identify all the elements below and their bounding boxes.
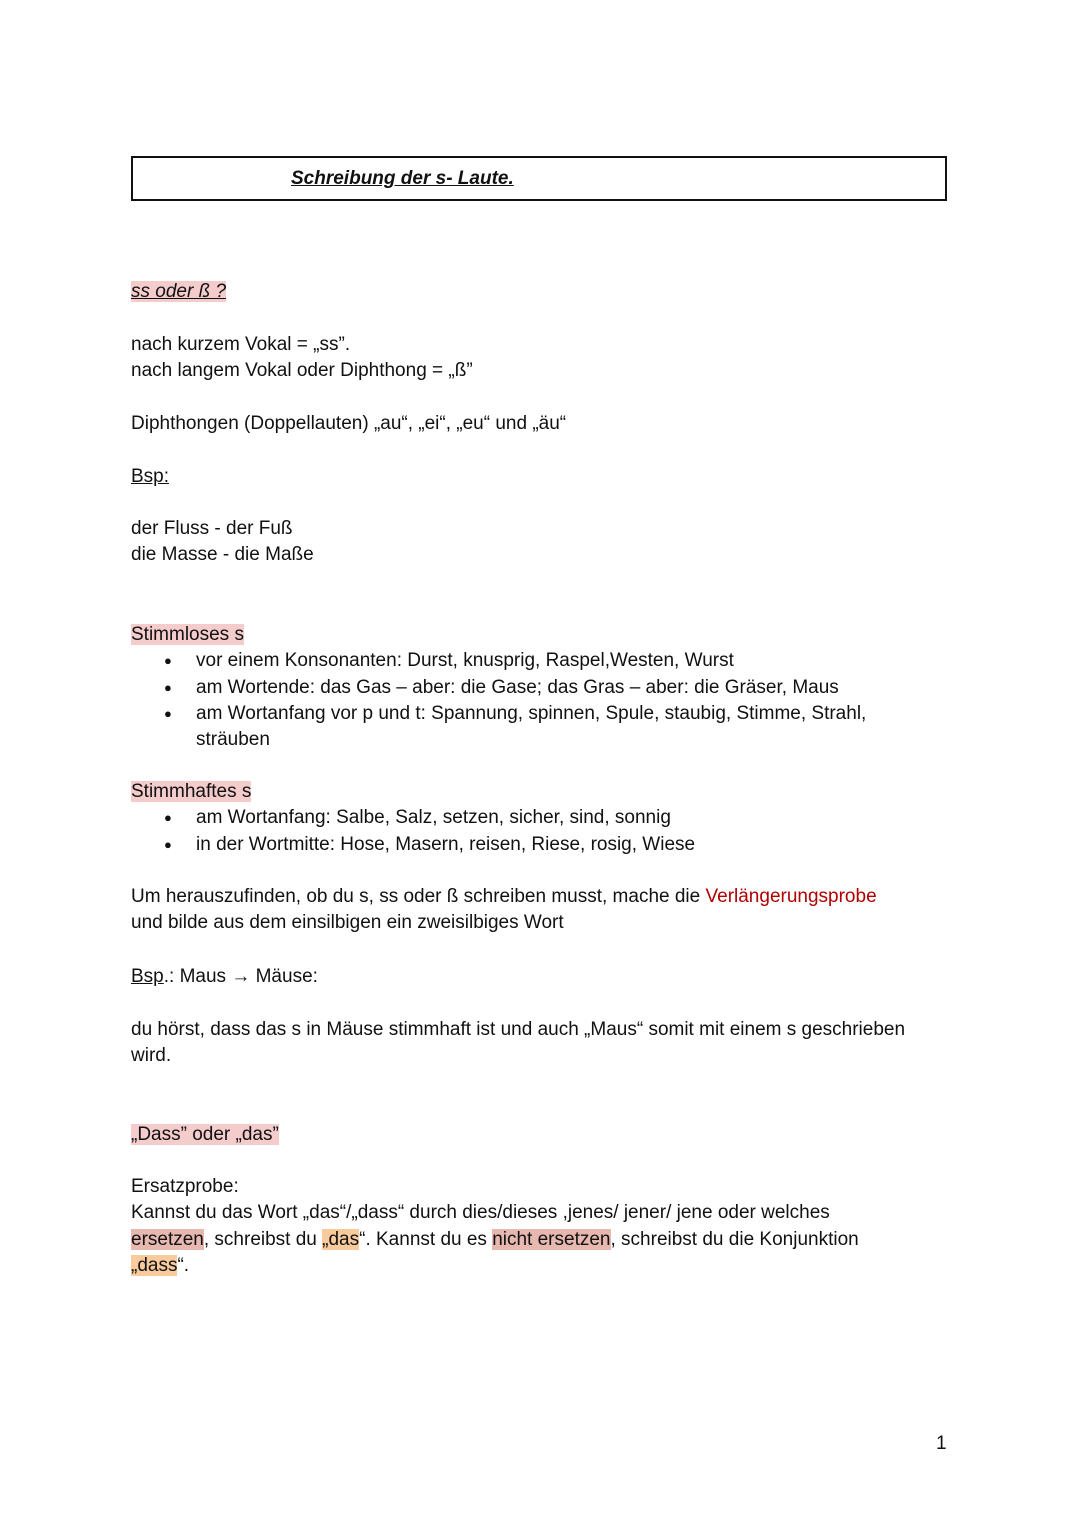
rule-long-vowel: nach langem Vokal oder Diphthong = „ß” (131, 360, 473, 382)
ersatzprobe-line (131, 1253, 859, 1279)
list-item: ● am Wortende: das Gas – aber: die Gase; das Gras – aber: die Gräser, Maus (131, 675, 866, 701)
text: , schreibst du (203, 1228, 323, 1250)
verlaengerungsprobe-term: Verlängerungsprobe (705, 886, 877, 907)
paragraph-line: und bilde aus dem einsilbigen ein zweisilbiges Wort (131, 912, 564, 934)
rule-short-vowel: nach kurzem Vokal = „ss”. (131, 334, 351, 355)
conclusion-line: wird. (131, 1045, 172, 1067)
highlight-ersetzen: ersetzen (131, 1228, 204, 1250)
ersatzprobe-label: Ersatzprobe: (131, 1176, 239, 1197)
highlight-das: „das (322, 1228, 360, 1250)
section-heading-dass-das: „Dass” oder „das” (131, 1124, 279, 1145)
list-item: ● in der Wortmitte: Hose, Masern, reisen, Riese, rosig, Wiese (131, 832, 695, 858)
conclusion-line: du hörst, dass das s in Mäuse stimmhaft ist und auch „Maus“ somit mit einem s geschrieben (131, 1019, 906, 1040)
stimmhaft-list (131, 805, 695, 858)
example-label: Bsp: (131, 466, 170, 487)
list-item: ● am Wortanfang: Salbe, Salz, setzen, sicher, sind, sonnig (131, 805, 695, 831)
stimmlos-list (131, 648, 866, 753)
ersatzprobe-line (131, 1227, 859, 1253)
list-item-continuation: sträuben (196, 729, 270, 751)
section-heading-stimmlos: Stimmloses s (131, 624, 244, 645)
document-title: Schreibung der s- Laute. (291, 168, 514, 189)
section-heading-ss-oder-sz: ss oder ß ? (131, 281, 227, 302)
example-line: die Masse - die Maße (131, 544, 314, 566)
highlight-dass: „dass (131, 1254, 178, 1276)
title-box (131, 156, 947, 201)
example-line: der Fluss - der Fuß (131, 518, 293, 539)
paragraph-line (131, 884, 877, 910)
text: , schreibst du die Konjunktion (610, 1228, 859, 1250)
list-item: ● am Wortanfang vor p und t: Spannung, spinnen, Spule, staubig, Stimme, Strahl, (131, 701, 866, 727)
section-heading-stimmhaft: Stimmhaftes s (131, 781, 252, 802)
paragraph-text: Um herauszufinden, ob du s, ss oder ß schreiben musst, mache die (131, 886, 706, 907)
highlight-nicht-ersetzen: nicht ersetzen (492, 1228, 611, 1250)
page-number: 1 (936, 1433, 947, 1454)
ersatzprobe-line: Kannst du das Wort „das“/„dass“ durch dies/dieses ,jenes/ jener/ jene oder welches (131, 1202, 830, 1224)
diphthongs-text: Diphthongen (Doppellauten) „au“, „ei“, „eu“ und „äu“ (131, 413, 567, 434)
list-item: ● vor einem Konsonanten: Durst, knusprig, Raspel,Westen, Wurst (131, 648, 866, 674)
bsp-example: .: Maus → Mäuse: (163, 966, 318, 987)
text: “. (177, 1254, 190, 1276)
bsp-label: Bsp (131, 966, 164, 987)
text: “. Kannst du es (359, 1228, 493, 1250)
